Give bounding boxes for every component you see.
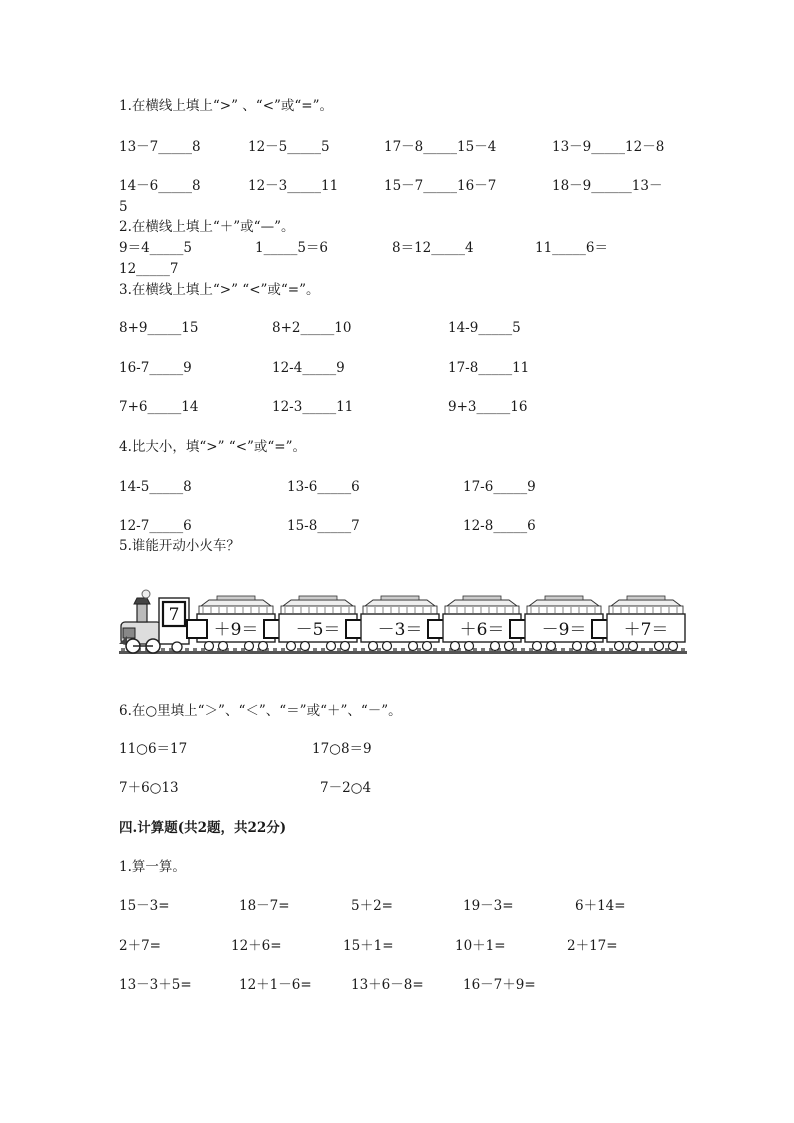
q1-item: 17－8_____15－4 [384, 139, 497, 155]
train-car-label: ＋7＝ [623, 620, 669, 640]
train-car-label: －3＝ [377, 620, 423, 640]
train-car-label: －5＝ [295, 620, 341, 640]
q1-item: 18－9______13－ [552, 178, 663, 194]
q4-item: 12-7_____6 [119, 518, 192, 534]
q6-title: 6.在○里填上“＞”、“＜”、“＝”或“＋”、“－”。 [119, 703, 402, 719]
q1-item: 15－7_____16－7 [384, 178, 497, 194]
q3-item: 17-8_____11 [448, 360, 530, 376]
calc-item: 5＋2= [351, 898, 393, 914]
q4-item: 14-5_____8 [119, 479, 192, 495]
train-car-label: －9＝ [541, 620, 587, 640]
q1-item-wrap: 5 [119, 199, 128, 215]
q5-title: 5.谁能开动小火车？ [119, 538, 240, 554]
q3-title: 3.在横线上填上“>” “<”或“=”。 [119, 282, 320, 298]
q1-item: 12－5_____5 [248, 139, 330, 155]
calc-item: 16－7＋9= [463, 977, 536, 993]
calc-item: 12＋1－6= [239, 977, 312, 993]
q3-item: 14-9_____5 [448, 320, 521, 336]
train-car-label: ＋9＝ [213, 620, 259, 640]
q4-title: 4.比大小，填“>” “<”或“=”。 [119, 439, 307, 455]
q2-item: 11_____6＝ [535, 240, 609, 256]
section-heading: 四.计算题(共2题，共22分) [119, 820, 287, 836]
q1-title: 1.在横线上填上“>” 、“<”或“=”。 [119, 98, 334, 114]
q1-item: 14－6_____8 [119, 178, 201, 194]
calc-item: 10＋1= [455, 938, 506, 954]
q1-item: 13－9_____12－8 [552, 139, 665, 155]
calc-item: 19－3= [463, 898, 514, 914]
q2-item: 8＝12_____4 [392, 240, 474, 256]
q3-item: 9+3_____16 [448, 399, 528, 415]
q3-item: 16-7_____9 [119, 360, 192, 376]
q6-item: 17○8＝9 [312, 741, 372, 757]
q4-item: 13-6_____6 [287, 479, 360, 495]
calc-item: 15－3= [119, 898, 170, 914]
q6-item: 7＋6○13 [119, 780, 179, 796]
q3-item: 12-4_____9 [272, 360, 345, 376]
q1-item: 12－3_____11 [248, 178, 339, 194]
calc-title: 1.算一算。 [119, 859, 186, 875]
calc-item: 13－3＋5= [119, 977, 192, 993]
calc-item: 15＋1= [343, 938, 394, 954]
train-car-label: ＋6＝ [459, 620, 505, 640]
locomotive [119, 590, 189, 653]
train-car [607, 596, 685, 651]
track-rail [119, 651, 687, 654]
engine-number: 7 [168, 605, 180, 625]
answer-box[interactable] [187, 620, 207, 638]
q6-item: 7－2○4 [320, 780, 372, 796]
q3-item: 7+6_____14 [119, 399, 199, 415]
calc-item: 13＋6－8= [351, 977, 424, 993]
calc-item: 6＋14= [575, 898, 626, 914]
calc-item: 2＋17= [567, 938, 618, 954]
q2-item: 9＝4_____5 [119, 240, 193, 256]
q4-item: 17-6_____9 [463, 479, 536, 495]
train-illustration [119, 588, 687, 660]
q2-item-wrap: 12_____7 [119, 261, 179, 277]
q3-item: 8+9_____15 [119, 320, 199, 336]
calc-item: 2＋7= [119, 938, 161, 954]
q4-item: 15-8_____7 [287, 518, 360, 534]
q6-item: 11○6＝17 [119, 741, 188, 757]
q2-item: 1_____5＝6 [255, 240, 329, 256]
calc-item: 18－7= [239, 898, 290, 914]
q1-item: 13－7_____8 [119, 139, 201, 155]
q3-item: 8+2_____10 [272, 320, 352, 336]
q4-item: 12-8_____6 [463, 518, 536, 534]
q2-title: 2.在横线上填上“＋”或“—”。 [119, 219, 295, 235]
q3-item: 12-3_____11 [272, 399, 354, 415]
calc-item: 12＋6= [231, 938, 282, 954]
